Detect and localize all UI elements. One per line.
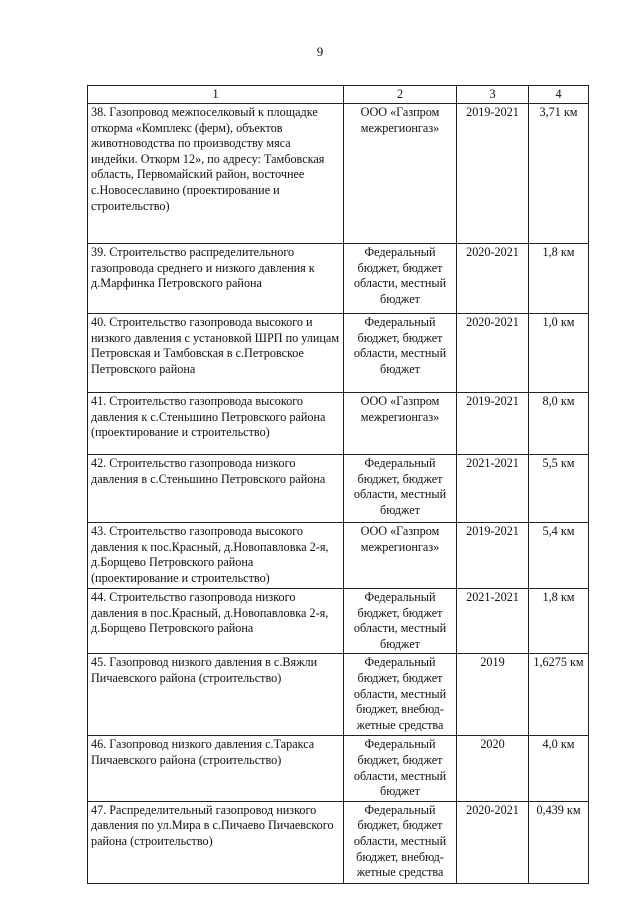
table-row — [88, 523, 589, 589]
funding-source: ООО «Газпром межрегионгаз» — [344, 104, 457, 244]
column-header-4: 4 — [529, 86, 589, 104]
project-name: 44. Строительство газопровода низкого давления в пос.Красный, д.Новопавловка 2-я, д.Борщево Петровского района — [88, 589, 344, 654]
length: 1,6275 км — [529, 654, 589, 736]
table-row — [88, 455, 589, 523]
length: 1,0 км — [529, 314, 589, 393]
length: 8,0 км — [529, 393, 589, 455]
period: 2020-2021 — [457, 244, 529, 314]
length: 1,8 км — [529, 589, 589, 654]
project-name: 41. Строительство газопровода высокого давления к с.Стеньшино Петровского района (проектирование и строительство) — [88, 393, 344, 455]
column-header-3: 3 — [457, 86, 529, 104]
funding-source: Федеральный бюджет, бюджет области, местный бюджет, внебюд-жетные средства — [344, 801, 457, 883]
project-name: 42. Строительство газопровода низкого давления в с.Стеньшино Петровского района — [88, 455, 344, 523]
gas-pipeline-table — [87, 85, 589, 884]
table-row — [88, 244, 589, 314]
period: 2019-2021 — [457, 393, 529, 455]
header-row — [88, 86, 589, 104]
project-name: 40. Строительство газопровода высокого и низкого давления с установкой ШРП по улицам Петровская и Тамбовская в с.Петровское Петровского района — [88, 314, 344, 393]
period: 2019 — [457, 654, 529, 736]
period: 2020-2021 — [457, 801, 529, 883]
project-name: 39. Строительство распределительного газопровода среднего и низкого давления к д.Марфинка Петровского района — [88, 244, 344, 314]
period: 2021-2021 — [457, 589, 529, 654]
length: 5,4 км — [529, 523, 589, 589]
period: 2020-2021 — [457, 314, 529, 393]
table-row — [88, 393, 589, 455]
length: 5,5 км — [529, 455, 589, 523]
project-name: 45. Газопровод низкого давления в с.Вяжли Пичаевского района (строительство) — [88, 654, 344, 736]
period: 2019-2021 — [457, 523, 529, 589]
project-name: 46. Газопровод низкого давления с.Таракса Пичаевского района (строительство) — [88, 736, 344, 801]
table-row — [88, 654, 589, 736]
funding-source: Федеральный бюджет, бюджет области, местный бюджет — [344, 314, 457, 393]
funding-source: Федеральный бюджет, бюджет области, местный бюджет — [344, 736, 457, 801]
period: 2021-2021 — [457, 455, 529, 523]
funding-source: Федеральный бюджет, бюджет области, местный бюджет, внебюд-жетные средства — [344, 654, 457, 736]
table-row — [88, 314, 589, 393]
page-number: 9 — [316, 44, 324, 59]
table-row — [88, 801, 589, 883]
table-row — [88, 736, 589, 801]
funding-source: Федеральный бюджет, бюджет области, местный бюджет — [344, 589, 457, 654]
column-header-1: 1 — [88, 86, 344, 104]
funding-source: ООО «Газпром межрегионгаз» — [344, 523, 457, 589]
funding-source: ООО «Газпром межрегионгаз» — [344, 393, 457, 455]
table-row — [88, 104, 589, 244]
table-row — [88, 589, 589, 654]
column-header-2: 2 — [344, 86, 457, 104]
length: 3,71 км — [529, 104, 589, 244]
length: 1,8 км — [529, 244, 589, 314]
length: 0,439 км — [529, 801, 589, 883]
project-name: 38. Газопровод межпоселковый к площадке откорма «Комплекс (ферм), объектов животноводства по производству мяса индейки. Откорм 12», по адресу: Тамбовская область, Первомайский район, восточнее с.Новосеславино (проектирование и строительство) — [88, 104, 344, 244]
length: 4,0 км — [529, 736, 589, 801]
period: 2019-2021 — [457, 104, 529, 244]
project-name: 43. Строительство газопровода высокого давления к пос.Красный, д.Новопавловка 2-я, д.Борщево Петровского района (проектирование и строительство) — [88, 523, 344, 589]
project-name: 47. Распределительный газопровод низкого давления по ул.Мира в с.Пичаево Пичаевского района (строительство) — [88, 801, 344, 883]
funding-source: Федеральный бюджет, бюджет области, местный бюджет — [344, 244, 457, 314]
funding-source: Федеральный бюджет, бюджет области, местный бюджет — [344, 455, 457, 523]
period: 2020 — [457, 736, 529, 801]
